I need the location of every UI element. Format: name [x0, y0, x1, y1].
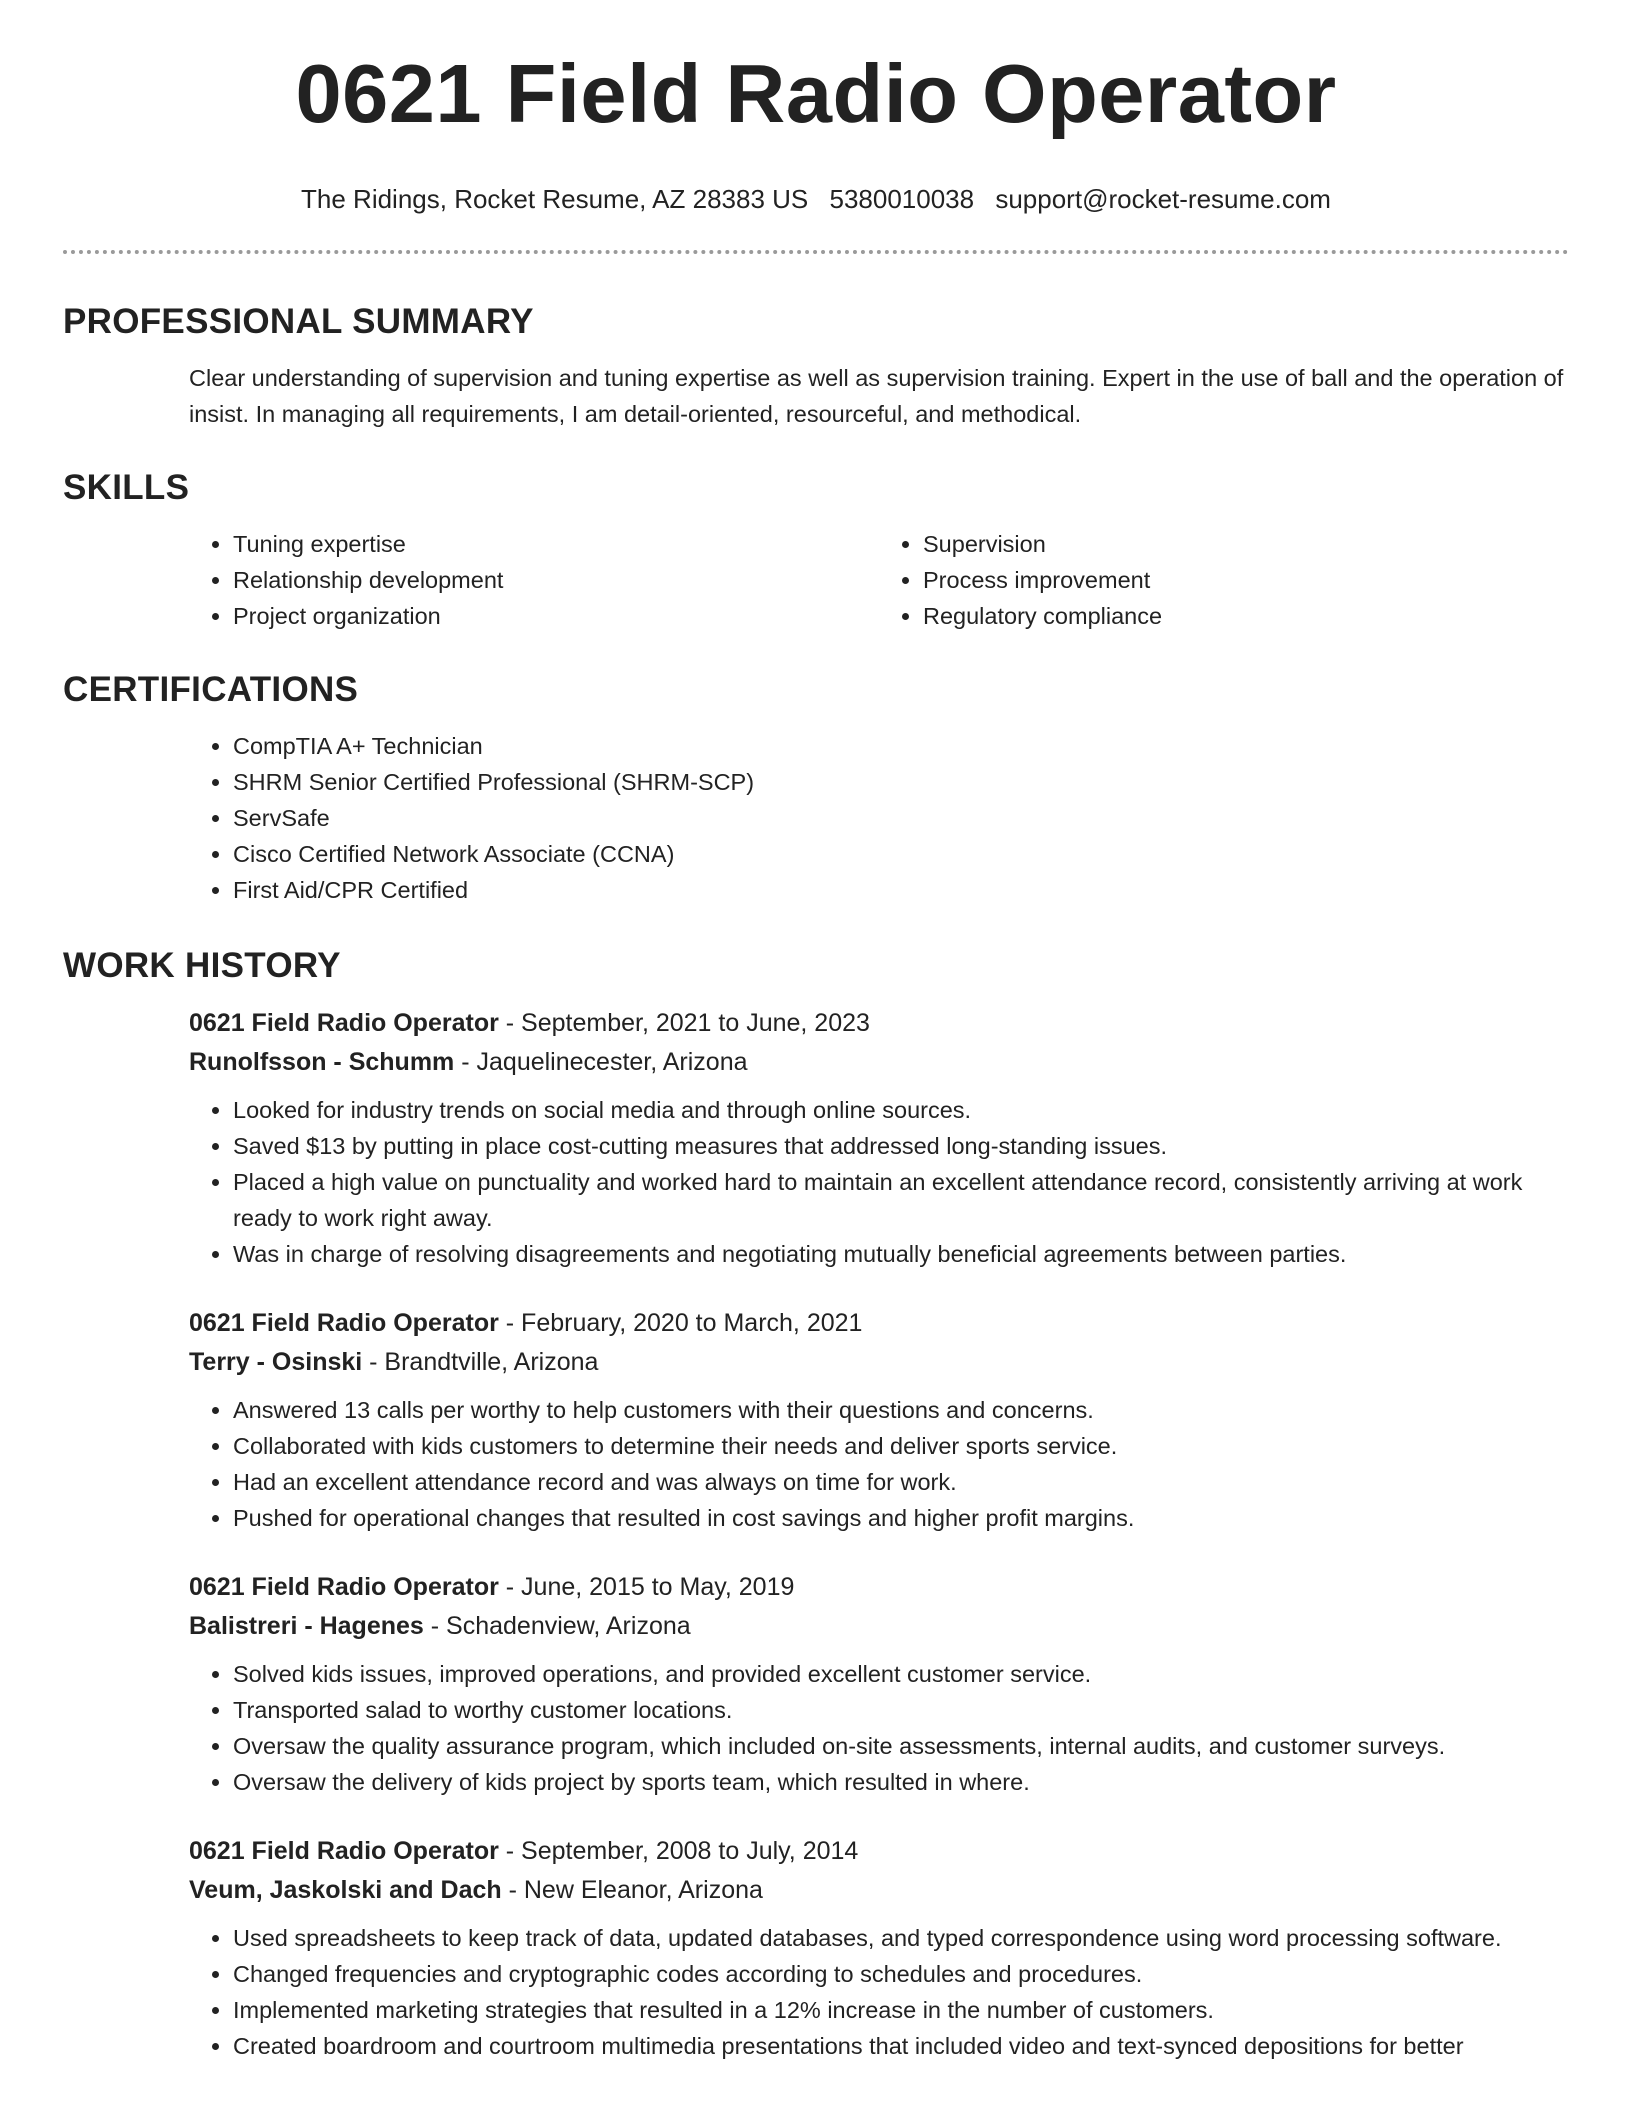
work-history-section [63, 944, 1569, 2064]
work-history-title: WORK HISTORY [63, 946, 341, 985]
certifications-section [63, 668, 1569, 908]
job-bullet: • Changed frequencies and cryptographic codes according to schedules and procedures. [233, 1956, 1569, 1992]
job-bullets [189, 1092, 1569, 1272]
job-bullet: • Oversaw the quality assurance program, which included on-site assessments, internal audits, and customer surveys. [233, 1728, 1569, 1764]
job-title-line [189, 1004, 1569, 1043]
skills-title: SKILLS [63, 468, 190, 507]
job-location: - Jaquelinecester, Arizona [454, 1048, 748, 1076]
job-role: 0621 Field Radio Operator [189, 1009, 499, 1037]
job-bullet: • Was in charge of resolving disagreements and negotiating mutually beneficial agreements between parties. [233, 1236, 1569, 1272]
certifications-title: CERTIFICATIONS [63, 670, 359, 709]
summary-section [63, 300, 1569, 432]
candidate-name: 0621 Field Radio Operator [295, 47, 1337, 140]
job-bullet: • Transported salad to worthy customer locations. [233, 1692, 1569, 1728]
job-bullets [189, 1392, 1569, 1536]
job-entry [189, 1832, 1569, 2064]
job-entry [189, 1004, 1569, 1272]
skills-list-right [879, 526, 1569, 634]
job-company-line [189, 1607, 1569, 1646]
skills-section [63, 466, 1569, 634]
job-title-line [189, 1568, 1569, 1607]
job-bullet: • Solved kids issues, improved operations, and provided excellent customer service. [233, 1656, 1569, 1692]
job-company: Runolfsson - Schumm [189, 1048, 455, 1076]
skill-item: • Regulatory compliance [923, 598, 1569, 634]
certification-item: • SHRM Senior Certified Professional (SHRM-SCP) [233, 764, 1569, 800]
job-location: - Brandtville, Arizona [362, 1348, 599, 1376]
job-entry [189, 1304, 1569, 1536]
job-bullet: • Used spreadsheets to keep track of data, updated databases, and typed correspondence using word processing software. [233, 1920, 1569, 1956]
job-role: 0621 Field Radio Operator [189, 1573, 499, 1601]
certification-item: • Cisco Certified Network Associate (CCNA) [233, 836, 1569, 872]
skill-item: • Tuning expertise [233, 526, 879, 562]
job-bullet: • Oversaw the delivery of kids project by sports team, which resulted in where. [233, 1764, 1569, 1800]
job-bullet: • Collaborated with kids customers to determine their needs and deliver sports service. [233, 1428, 1569, 1464]
summary-title: PROFESSIONAL SUMMARY [63, 302, 534, 341]
job-company-line [189, 1343, 1569, 1382]
job-dates: - September, 2008 to July, 2014 [498, 1837, 859, 1865]
certification-item: • CompTIA A+ Technician [233, 728, 1569, 764]
job-dates: - June, 2015 to May, 2019 [498, 1573, 795, 1601]
certification-item: • ServSafe [233, 800, 1569, 836]
certifications-list [189, 728, 1569, 908]
skills-columns [189, 526, 1569, 634]
skill-item: • Supervision [923, 526, 1569, 562]
skill-item: • Relationship development [233, 562, 879, 598]
job-company: Terry - Osinski [189, 1348, 363, 1376]
job-bullet: • Created boardroom and courtroom multimedia presentations that included video and text-synced depositions for better [233, 2028, 1569, 2064]
certification-item: • First Aid/CPR Certified [233, 872, 1569, 908]
skill-item: • Project organization [233, 598, 879, 634]
skills-list-left [189, 526, 879, 634]
header-divider [63, 250, 1569, 254]
job-bullet: • Implemented marketing strategies that resulted in a 12% increase in the number of customers. [233, 1992, 1569, 2028]
job-entry [189, 1568, 1569, 1800]
job-company-line [189, 1043, 1569, 1082]
job-location: - New Eleanor, Arizona [501, 1876, 763, 1904]
job-company: Veum, Jaskolski and Dach [189, 1876, 502, 1904]
contact-address: The Ridings, Rocket Resume, AZ 28383 US [301, 184, 809, 214]
job-bullet: • Had an excellent attendance record and was always on time for work. [233, 1464, 1569, 1500]
job-title-line [189, 1304, 1569, 1343]
job-bullet: • Pushed for operational changes that resulted in cost savings and higher profit margins. [233, 1500, 1569, 1536]
job-dates: - September, 2021 to June, 2023 [498, 1009, 870, 1037]
job-company-line [189, 1871, 1569, 1910]
summary-text: Clear understanding of supervision and tuning expertise as well as supervision training. Expert in the use of ball and the operation of insist. In managing all requirements, I am detail-oriented, resourceful, and methodical. [189, 365, 1564, 427]
job-bullet: • Looked for industry trends on social media and through online sources. [233, 1092, 1569, 1128]
job-role: 0621 Field Radio Operator [189, 1837, 499, 1865]
job-title-line [189, 1832, 1569, 1871]
job-dates: - February, 2020 to March, 2021 [498, 1309, 863, 1337]
contact-phone: 5380010038 [829, 184, 975, 214]
skill-item: • Process improvement [923, 562, 1569, 598]
job-company: Balistreri - Hagenes [189, 1612, 424, 1640]
job-location: - Schadenview, Arizona [423, 1612, 691, 1640]
job-role: 0621 Field Radio Operator [189, 1309, 499, 1337]
job-bullet: • Placed a high value on punctuality and worked hard to maintain an excellent attendance record, consistently arriving at work ready to work right away. [233, 1164, 1569, 1236]
contact-line [0, 182, 1632, 216]
job-bullet: • Answered 13 calls per worthy to help customers with their questions and concerns. [233, 1392, 1569, 1428]
job-bullets [189, 1920, 1569, 2064]
job-bullets [189, 1656, 1569, 1800]
job-bullet: • Saved $13 by putting in place cost-cutting measures that addressed long-standing issues. [233, 1128, 1569, 1164]
contact-email: support@rocket-resume.com [995, 184, 1331, 214]
